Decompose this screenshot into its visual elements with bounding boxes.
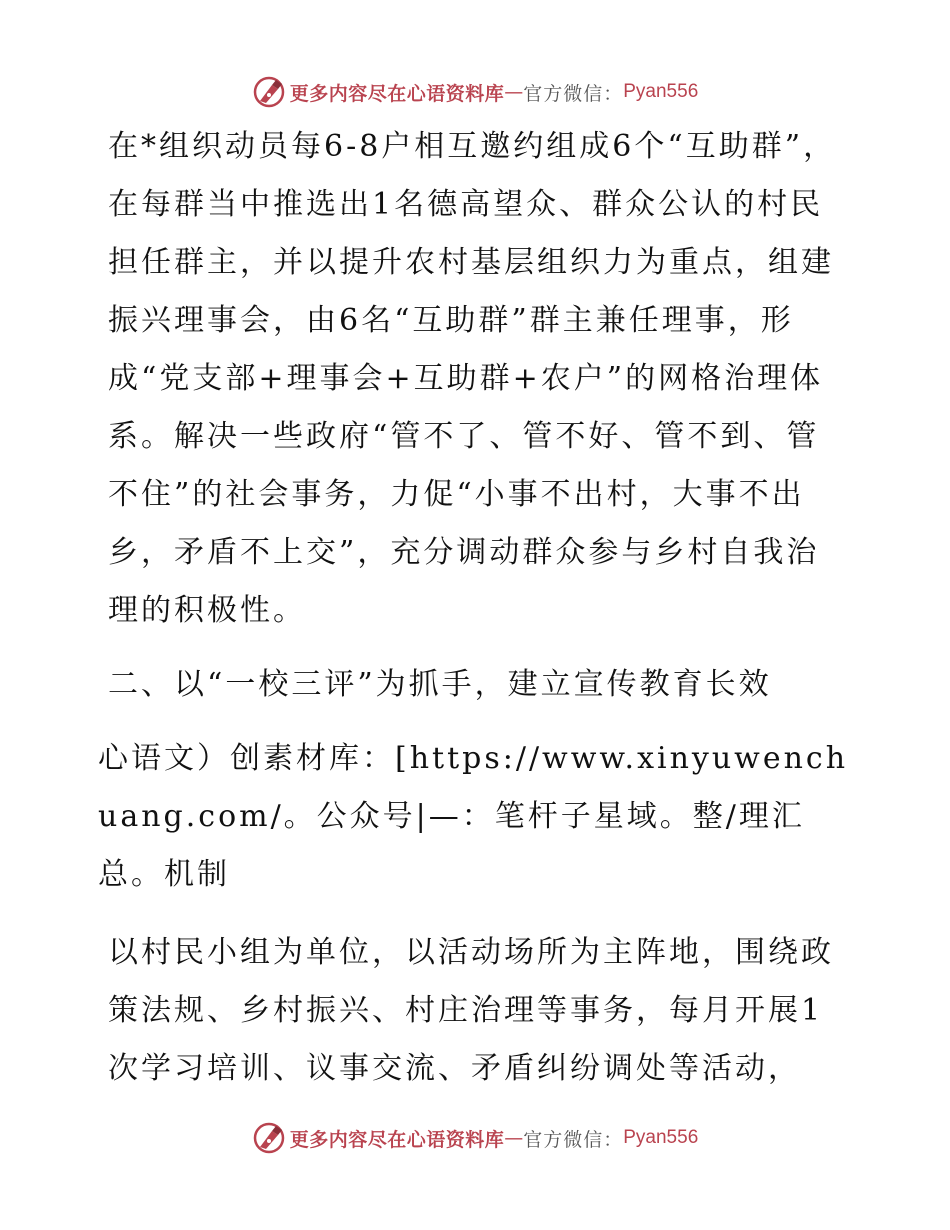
paragraph-2-heading: 二、以“一校三评”为抓手，建立宣传教育长效 <box>108 667 772 702</box>
pen-nib-logo-icon <box>252 1121 286 1155</box>
banner-wechat-id: Pyan556 <box>623 1127 699 1148</box>
header-watermark-banner <box>0 72 950 112</box>
paragraph-4: 以村民小组为单位，以活动场所为主阵地，围绕政策法规、乡村振兴、村庄治理等事务，每月开展1次学习培训、议事交流、矛盾纠纷调处等活动， <box>108 935 834 1086</box>
banner-dash: — <box>504 81 524 103</box>
footer-watermark-banner <box>0 1118 950 1158</box>
document-body <box>98 118 850 1098</box>
banner-text: 更多内容尽在心语资料库 <box>289 82 505 105</box>
paragraph-3: 心语文）创素材库：[https://www.xinyuwenchuang.com/。公众号|—：笔杆子星域。整/理汇总。机制 <box>98 741 849 892</box>
banner-dash: — <box>504 1127 524 1149</box>
pen-nib-logo-icon <box>252 75 286 109</box>
banner-text: 更多内容尽在心语资料库 <box>289 1128 505 1151</box>
banner-wechat-label: 官方微信： <box>523 82 624 105</box>
banner-wechat-label: 官方微信： <box>523 1128 624 1151</box>
banner-wechat-id: Pyan556 <box>623 81 699 102</box>
paragraph-1: 在*组织动员每6-8户相互邀约组成6个“互助群”，在每群当中推选出1名德高望众、群众公认的村民担任群主，并以提升农村基层组织力为重点，组建振兴理事会，由6名“互助群”群主兼任理事，形成“党支部+理事会+互助群+农户”的网格治理体系。解决一些政府“管不了、管不好、管不到、管不住”的社会事务，力促“小事不出村，大事不出乡，矛盾不上交”，充分调动群众参与乡村自我治理的积极性。 <box>108 129 837 628</box>
